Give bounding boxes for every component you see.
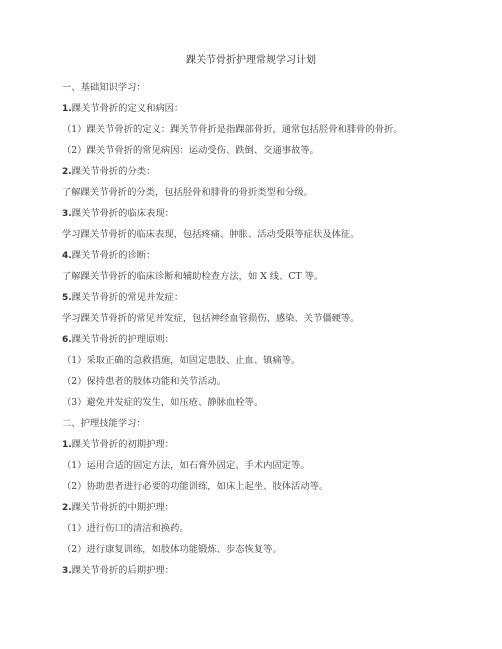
body-line xyxy=(62,228,482,242)
line-text: 踝关节骨折的常见并发症： xyxy=(71,292,184,303)
line-number: 4. xyxy=(62,251,72,261)
line-text: 踝关节骨折的护理原则： xyxy=(71,334,174,345)
body-line xyxy=(62,249,482,263)
body-line xyxy=(62,81,482,95)
line-text: 二、护理技能学习： xyxy=(62,418,146,429)
line-text: （3）避免并发症的发生，如压疮、静脉血栓等。 xyxy=(62,397,264,408)
body-line xyxy=(62,543,482,557)
body-line xyxy=(62,291,482,305)
body-line xyxy=(62,270,482,284)
body-line xyxy=(62,354,482,368)
body-line xyxy=(62,333,482,347)
line-text: （2）保持患者的肢体功能和关节活动。 xyxy=(62,376,226,387)
line-text: 踝关节骨折的诊断： xyxy=(71,250,156,261)
body-line xyxy=(62,564,482,578)
line-number: 2. xyxy=(62,167,72,177)
body-line xyxy=(62,123,482,137)
line-text: （1）运用合适的固定方法，如石膏外固定、手术内固定等。 xyxy=(62,460,310,471)
line-number: 3. xyxy=(62,566,72,576)
line-text: 了解踝关节骨折的分类，包括胫骨和腓骨的骨折类型和分级。 xyxy=(62,187,314,198)
line-text: （1）采取正确的急救措施，如固定患肢、止血、镇痛等。 xyxy=(62,355,301,366)
line-text: 踝关节骨折的后期护理： xyxy=(71,565,174,576)
line-text: 踝关节骨折的定义和病因： xyxy=(71,103,184,114)
line-text: 了解踝关节骨折的临床诊断和辅助检查方法，如 X 线、CT 等。 xyxy=(62,271,324,282)
line-text: 一、基础知识学习： xyxy=(62,82,146,93)
line-text: （2）协助患者进行必要的功能训练，如床上起坐、肢体活动等。 xyxy=(62,481,329,492)
line-text: （2）进行康复训练，如肢体功能锻炼、步态恢复等。 xyxy=(62,544,282,555)
line-number: 1. xyxy=(62,440,72,450)
line-text: 踝关节骨折的分类： xyxy=(71,166,156,177)
line-number: 2. xyxy=(62,503,72,513)
body-line xyxy=(62,501,482,515)
line-text: （1）踝关节骨折的定义：踝关节骨折是指踝部骨折，通常包括胫骨和腓骨的骨折。 xyxy=(62,124,403,135)
body-line xyxy=(62,480,482,494)
line-text: （2）踝关节骨折的常见病因：运动受伤、跌倒、交通事故等。 xyxy=(62,145,319,156)
body-line xyxy=(62,417,482,431)
body-line xyxy=(62,396,482,410)
body-line xyxy=(62,438,482,452)
line-text: 踝关节骨折的中期护理： xyxy=(71,502,174,513)
body-line xyxy=(62,375,482,389)
body-line xyxy=(62,522,482,536)
line-text: （1）进行伤口的清洁和换药。 xyxy=(62,523,189,534)
line-number: 3. xyxy=(62,209,72,219)
line-text: 学习踝关节骨折的常见并发症，包括神经血管损伤、感染、关节僵硬等。 xyxy=(62,313,360,324)
body-line xyxy=(62,459,482,473)
body-line xyxy=(62,102,482,116)
line-number: 1. xyxy=(62,104,72,114)
line-number: 5. xyxy=(62,293,72,303)
body-line xyxy=(62,144,482,158)
line-text: 学习踝关节骨折的临床表现，包括疼痛、肿胀、活动受限等症状及体征。 xyxy=(62,229,360,240)
line-text: 踝关节骨折的初期护理： xyxy=(71,439,174,450)
line-text: 踝关节骨折的临床表现： xyxy=(71,208,174,219)
body-line xyxy=(62,207,482,221)
body-line xyxy=(62,165,482,179)
document-title: 踝关节骨折护理常规学习计划 xyxy=(186,55,316,66)
body-line xyxy=(62,312,482,326)
body-line xyxy=(62,186,482,200)
line-number: 6. xyxy=(62,335,72,345)
